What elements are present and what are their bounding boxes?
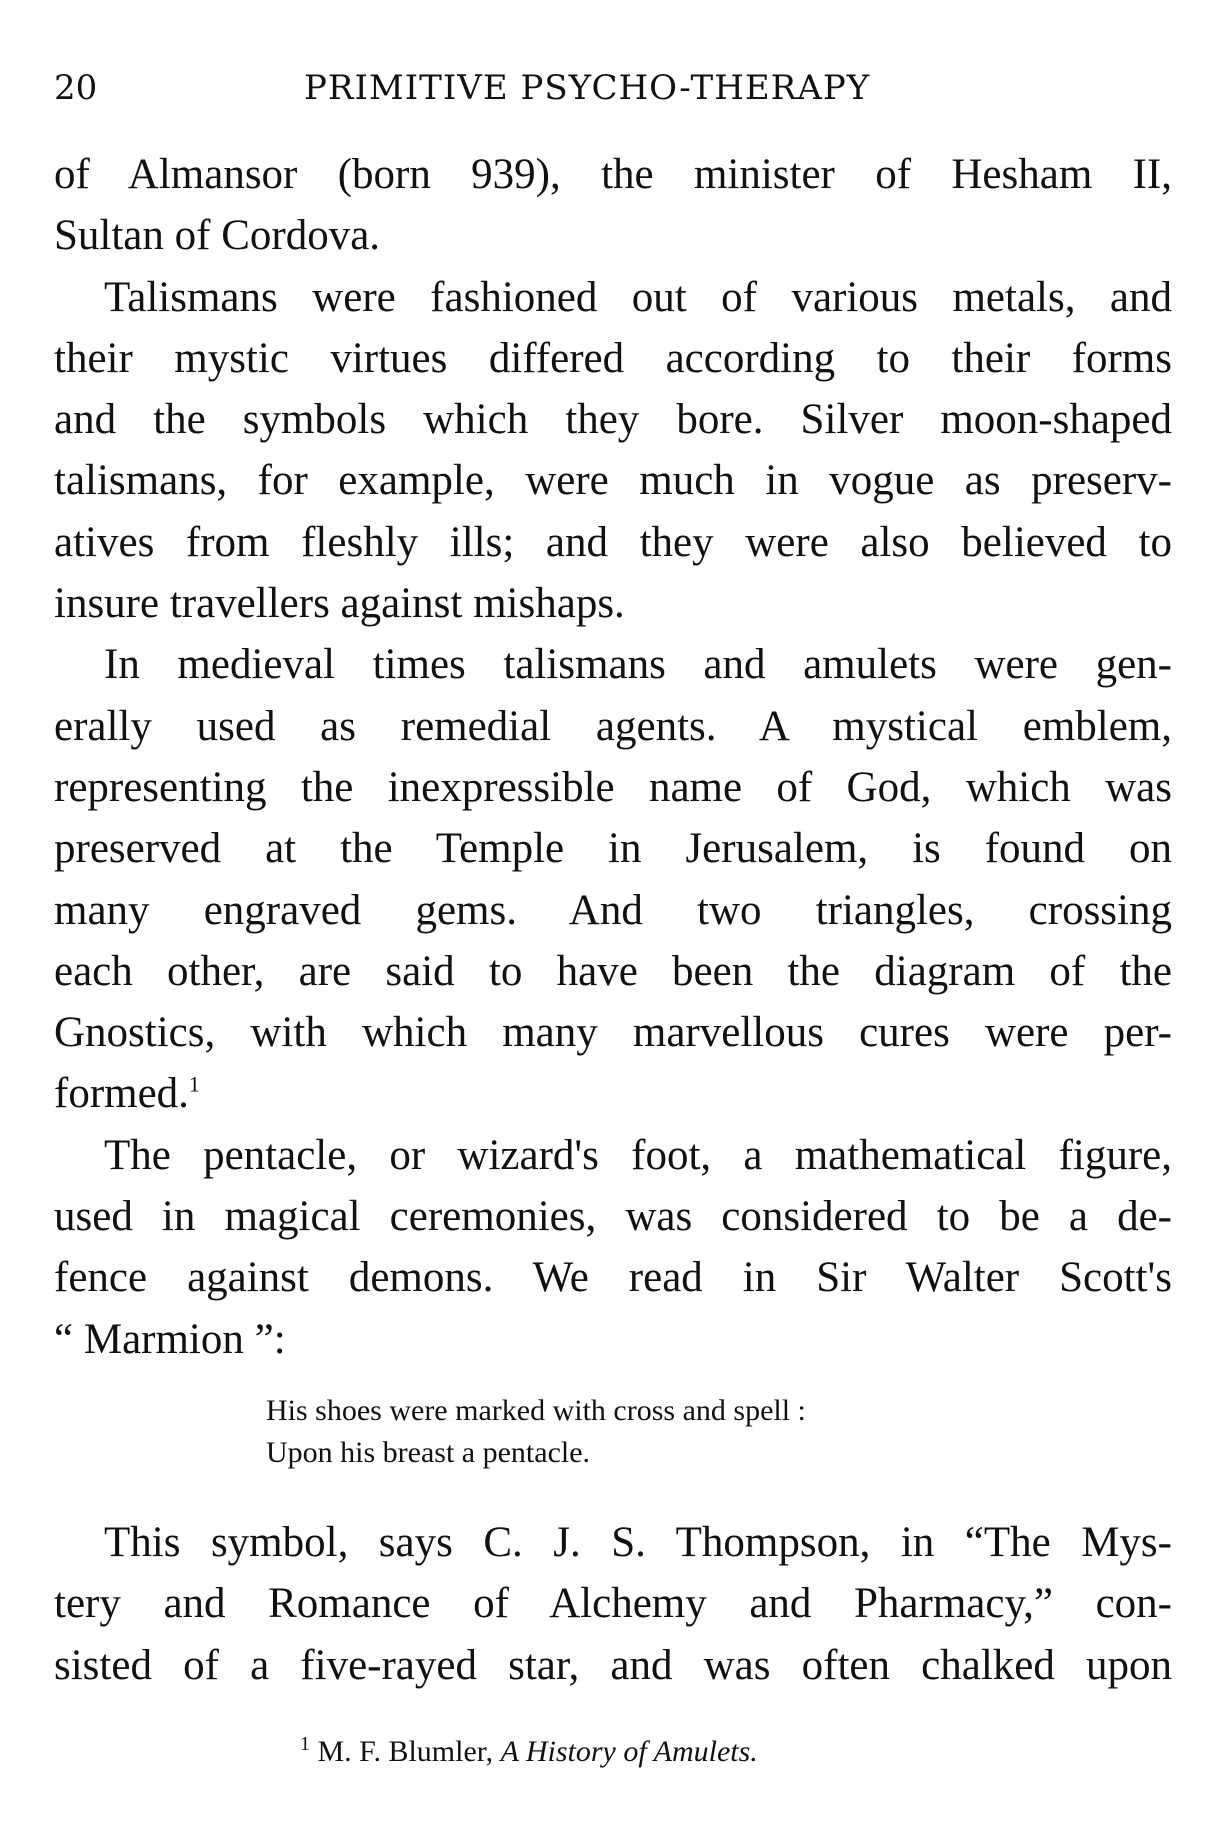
text-line: many engraved gems. And two triangles, crossing [54,886,1172,934]
text-line: Talismans were fashioned out of various metals, and [104,273,1172,321]
text-line: of Almansor (born 939), the minister of Hesham II, [54,151,1172,198]
footnote-title: A History of Amulets. [500,1735,758,1768]
verse-quotation [266,1390,806,1474]
text-line: Sultan of Cordova. [54,212,381,260]
text-line: talismans, for example, were much in vogue as preserv- [54,457,1172,505]
text-line: tery and Romance of Alchemy and Pharmacy,” con- [54,1580,1172,1628]
text-line: sisted of a five-rayed star, and was often chalked upon [54,1641,1172,1689]
main-text-continued [54,1512,1172,1696]
text-line-content: formed. [54,1070,189,1118]
text-line: insure travellers against mishaps. [54,580,625,628]
verse-line: His shoes were marked with cross and spell : [266,1394,806,1427]
text-line: “ Marmion ”: [54,1315,286,1363]
footnote [300,1733,758,1769]
text-line: This symbol, says C. J. S. Thompson, in “The Mys- [104,1519,1172,1566]
footnote-reference: 1 [188,1072,200,1098]
text-line: preserved at the Temple in Jerusalem, is found on [54,825,1172,873]
footnote-mark: 1 [300,1733,310,1755]
text-line: atives from fleshly ills; and they were also believed to [54,518,1172,566]
verse-line: Upon his breast a pentacle. [266,1436,591,1469]
text-line: each other, are said to have been the diagram of the [54,947,1172,995]
footnote-text: M. F. Blumler, [317,1735,501,1768]
text-line [54,1063,1172,1124]
text-line: their mystic virtues differed according to their forms [54,334,1172,382]
main-text [54,144,1172,1370]
text-line: The pentacle, or wizard's foot, a mathematical figure, [104,1131,1172,1179]
text-line: representing the inexpressible name of God, which was [54,763,1172,811]
page-number: 20 [54,68,98,108]
running-head [54,68,1174,118]
text-line: In medieval times talismans and amulets were gen- [104,641,1172,689]
text-line: and the symbols which they bore. Silver moon-shaped [54,396,1172,444]
text-line: fence against demons. We read in Sir Walter Scott's [54,1254,1172,1302]
text-line: used in magical ceremonies, was considered to be a de- [54,1193,1172,1241]
text-line: erally used as remedial agents. A mystical emblem, [54,702,1172,750]
text-line: Gnostics, with which many marvellous cures were per- [54,1009,1172,1057]
running-title: PRIMITIVE PSYCHO-THERAPY [304,68,871,108]
